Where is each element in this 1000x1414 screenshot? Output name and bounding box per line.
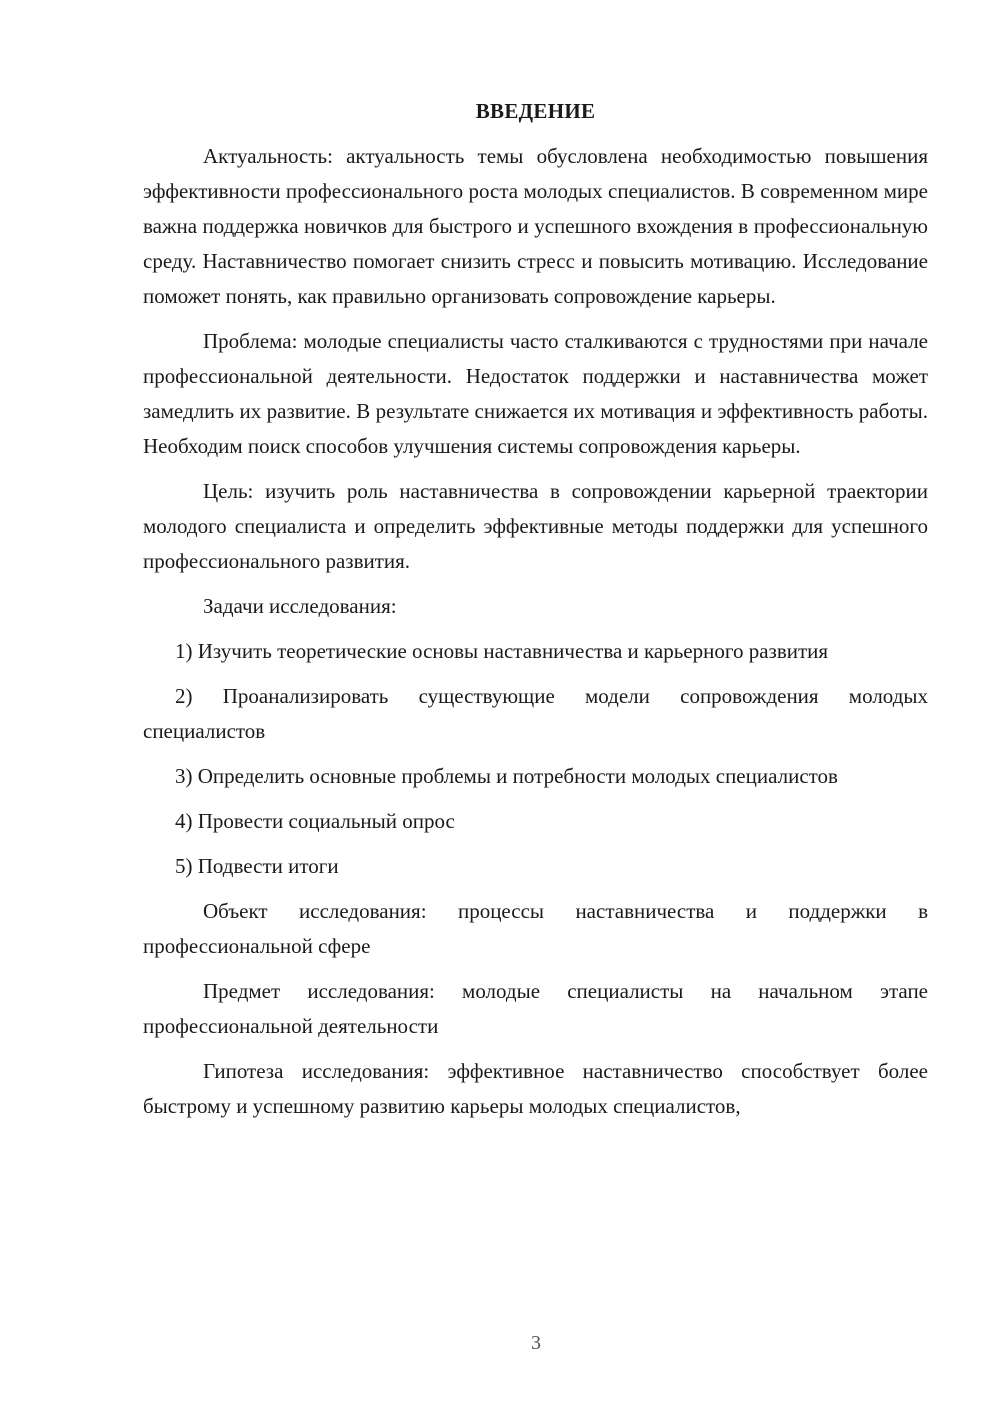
problem-paragraph: Проблема: молодые специалисты часто сталкиваются с трудностями при начале профессиональной деятельности. Недостаток поддержки и наставничества может замедлить их развитие. В результате снижается их мотивация и эффективность работы. Необходим поиск способов улучшения системы сопровождения карьеры. [143,329,928,458]
tasks-list [143,634,928,884]
task-item: 3) Определить основные проблемы и потребности молодых специалистов [175,764,838,788]
object-paragraph: Объект исследования: процессы наставничества и поддержки в профессиональной сфере [143,899,928,958]
goal-paragraph: Цель: изучить роль наставничества в сопровождении карьерной траектории молодого специалиста и определить эффективные методы поддержки для успешного профессионального развития. [143,479,928,573]
task-item: 1) Изучить теоретические основы наставничества и карьерного развития [175,639,829,663]
tasks-heading: Задачи исследования: [203,594,397,618]
subject-paragraph: Предмет исследования: молодые специалисты на начальном этапе профессиональной деятельности [143,979,928,1038]
page-number: 3 [531,1332,541,1354]
task-item: 5) Подвести итоги [175,854,339,878]
document-page [143,94,928,1124]
relevance-paragraph: Актуальность: актуальность темы обусловлена необходимостью повышения эффективности профессионального роста молодых специалистов. В современном мире важна поддержка новичков для быстрого и успешного вхождения в профессиональную среду. Наставничество помогает снизить стресс и повысить мотивацию. Исследование поможет понять, как правильно организовать сопровождение карьеры. [143,144,928,308]
hypothesis-paragraph: Гипотеза исследования: эффективное наставничество способствует более быстрому и успешному развитию карьеры молодых специалистов, [143,1059,928,1118]
task-item: 4) Провести социальный опрос [175,809,455,833]
page-title: ВВЕДЕНИЕ [475,99,596,123]
task-item: 2) Проанализировать существующие модели сопровождения молодых специалистов [143,684,928,743]
